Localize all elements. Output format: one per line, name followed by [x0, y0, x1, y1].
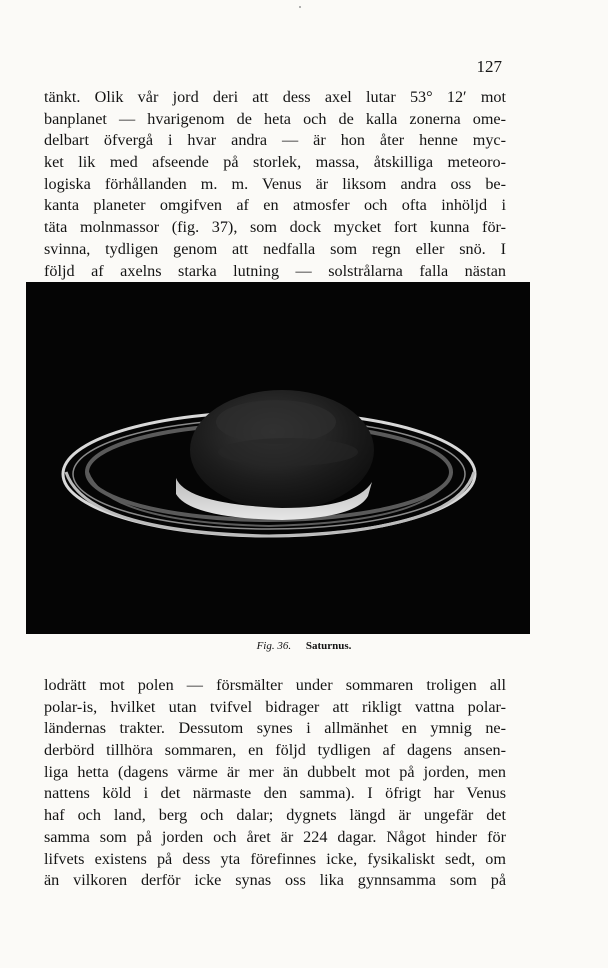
paragraph-top: [44, 87, 506, 282]
figure-title: Saturnus.: [305, 640, 352, 652]
saturn-cloud-band: [218, 438, 358, 466]
text-line: polar-is, hvilket utan tvifvel bidrager att rikligt vattna polar-: [44, 697, 506, 716]
text-line: haf och land, berg och dalar; dygnets längd är ungefär det: [44, 806, 506, 825]
saturn-cloud-band: [216, 400, 336, 444]
text-line: ket lik med afseende på storlek, massa, åtskilliga meteoro-: [44, 153, 506, 172]
text-line: följd af axelns starka lutning — solstrålarna falla nästan: [44, 261, 506, 280]
text-line: ländernas trakter. Dessutom synes i allmänhet en ymnig ne-: [44, 719, 506, 738]
text-line: samma som på jorden och året är 224 dagar. Något hinder för: [44, 827, 506, 846]
print-speck: [299, 6, 301, 8]
text-line: liga hetta (dagens värme är mer än dubbelt mot på jorden, men: [44, 762, 506, 781]
text-line: lifvets existens på dess yta förefinnes icke, fysikaliskt sedt, om: [44, 849, 506, 868]
text-line: logiska förhållanden m. m. Venus är liksom andra oss be-: [44, 174, 506, 193]
text-line: kanta planeter omgifven af en atmosfer och ofta inhöljd i: [44, 196, 506, 215]
text-line: täta molnmassor (fig. 37), som dock mycket fort kunna för-: [44, 218, 506, 237]
text-line: nattens köld i det närmaste den samma). I öfrigt har Venus: [44, 784, 506, 803]
text-line: svinna, tydligen genom att nedfalla som regn eller snö. I: [44, 239, 506, 258]
text-line: delbart öfvergå i hvar andra — är hon åter henne myc-: [44, 131, 506, 150]
text-line: än vilkoren derför icke synas oss lika gynnsamma som på: [44, 871, 506, 890]
text-line: tänkt. Olik vår jord deri att dess axel lutar 53° 12′ mot: [44, 88, 506, 106]
paragraph-bottom: [44, 675, 506, 892]
text-line: lodrätt mot polen — försmälter under sommaren troligen all: [44, 676, 506, 694]
saturn-illustration: [26, 282, 530, 634]
text-line: banplanet — hvarigenom de heta och de kalla zonerna ome-: [44, 109, 506, 128]
saturn-figure: [26, 282, 530, 634]
figure-label: Fig. 36.: [256, 640, 292, 652]
figure-caption: [0, 640, 608, 652]
text-line: derbörd tillhöra sommaren, en följd tydligen af dagens ansen-: [44, 741, 506, 760]
page-number: 127: [476, 57, 502, 76]
